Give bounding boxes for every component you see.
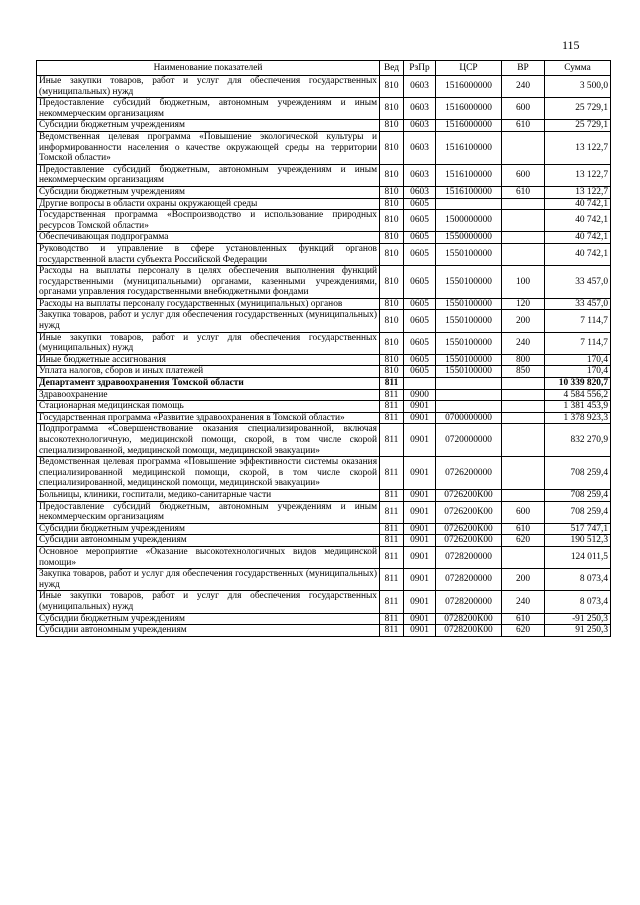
cell-ved: 811 bbox=[380, 389, 404, 401]
table-row bbox=[37, 131, 611, 164]
table-row bbox=[37, 569, 611, 591]
table-row bbox=[37, 412, 611, 424]
cell-name: Основное мероприятие «Оказание высокотехнологичных видов медицинской помощи» bbox=[37, 546, 380, 568]
table-row bbox=[37, 266, 611, 299]
cell-rzpr: 0605 bbox=[404, 232, 436, 244]
cell-vr bbox=[502, 546, 545, 568]
cell-rzpr: 0901 bbox=[404, 569, 436, 591]
cell-sum: 40 742,1 bbox=[545, 198, 611, 210]
table-row bbox=[37, 332, 611, 354]
cell-vr bbox=[502, 412, 545, 424]
cell-name: Ведомственная целевая программа «Повышение экологической культуры и информированности населения о качестве окружающей среды на территории Томской области» bbox=[37, 131, 380, 164]
cell-name: Расходы на выплаты персоналу в целях обеспечения выполнения функций государственными (муниципальными) органами, казенными учреждениями, органами управления государственными внебюджетными фондами bbox=[37, 266, 380, 299]
cell-rzpr: 0603 bbox=[404, 164, 436, 186]
cell-rzpr: 0605 bbox=[404, 332, 436, 354]
cell-ved: 810 bbox=[380, 298, 404, 310]
table-row bbox=[37, 546, 611, 568]
cell-sum: 7 114,7 bbox=[545, 310, 611, 332]
cell-vr bbox=[502, 243, 545, 265]
cell-name: Департамент здравоохранения Томской области bbox=[37, 378, 380, 390]
cell-sum: 170,4 bbox=[545, 366, 611, 378]
cell-csr: 0720000000 bbox=[436, 424, 502, 457]
cell-sum: 8 073,4 bbox=[545, 591, 611, 613]
cell-sum: 708 259,4 bbox=[545, 501, 611, 523]
cell-ved: 810 bbox=[380, 366, 404, 378]
table-row bbox=[37, 401, 611, 413]
cell-sum: 8 073,4 bbox=[545, 569, 611, 591]
cell-ved: 810 bbox=[380, 98, 404, 120]
table-row bbox=[37, 354, 611, 366]
cell-name: Предоставление субсидий бюджетным, автономным учреждениям и иным некоммерческим организациям bbox=[37, 164, 380, 186]
cell-vr: 200 bbox=[502, 310, 545, 332]
cell-sum: 4 584 556,2 bbox=[545, 389, 611, 401]
cell-csr: 1516000000 bbox=[436, 76, 502, 98]
cell-csr: 0726200000 bbox=[436, 457, 502, 490]
cell-name: Субсидии бюджетным учреждениям bbox=[37, 120, 380, 132]
cell-name: Субсидии бюджетным учреждениям bbox=[37, 186, 380, 198]
cell-rzpr: 0901 bbox=[404, 501, 436, 523]
cell-vr: 600 bbox=[502, 501, 545, 523]
cell-sum: 33 457,0 bbox=[545, 298, 611, 310]
cell-csr: 1550100000 bbox=[436, 298, 502, 310]
cell-vr: 200 bbox=[502, 569, 545, 591]
cell-vr bbox=[502, 401, 545, 413]
table-row bbox=[37, 298, 611, 310]
cell-vr: 800 bbox=[502, 354, 545, 366]
cell-csr: 1550000000 bbox=[436, 232, 502, 244]
cell-sum: 7 114,7 bbox=[545, 332, 611, 354]
table-row bbox=[37, 501, 611, 523]
cell-ved: 811 bbox=[380, 457, 404, 490]
cell-sum: 124 011,5 bbox=[545, 546, 611, 568]
table-row bbox=[37, 535, 611, 547]
cell-csr: 0728200К00 bbox=[436, 613, 502, 625]
cell-name: Субсидии автономным учреждениям bbox=[37, 535, 380, 547]
cell-name: Субсидии автономным учреждениям bbox=[37, 625, 380, 637]
table-row bbox=[37, 424, 611, 457]
cell-sum: 832 270,9 bbox=[545, 424, 611, 457]
cell-vr: 600 bbox=[502, 98, 545, 120]
cell-sum: 190 512,3 bbox=[545, 535, 611, 547]
table-row bbox=[37, 186, 611, 198]
cell-ved: 811 bbox=[380, 569, 404, 591]
cell-vr: 610 bbox=[502, 186, 545, 198]
table-row bbox=[37, 98, 611, 120]
cell-rzpr: 0901 bbox=[404, 591, 436, 613]
cell-rzpr: 0605 bbox=[404, 354, 436, 366]
cell-ved: 811 bbox=[380, 489, 404, 501]
cell-vr: 120 bbox=[502, 298, 545, 310]
col-header-sum: Сумма bbox=[545, 61, 611, 76]
col-header-csr: ЦСР bbox=[436, 61, 502, 76]
cell-ved: 811 bbox=[380, 591, 404, 613]
cell-rzpr: 0901 bbox=[404, 457, 436, 490]
cell-rzpr bbox=[404, 378, 436, 390]
cell-sum: 708 259,4 bbox=[545, 457, 611, 490]
cell-name: Руководство и управление в сфере установленных функций органов государственной власти субъекта Российской Федерации bbox=[37, 243, 380, 265]
cell-ved: 811 bbox=[380, 613, 404, 625]
cell-ved: 810 bbox=[380, 266, 404, 299]
cell-vr bbox=[502, 198, 545, 210]
cell-csr: 1516100000 bbox=[436, 186, 502, 198]
cell-csr: 0728200000 bbox=[436, 569, 502, 591]
cell-sum: 40 742,1 bbox=[545, 232, 611, 244]
cell-csr bbox=[436, 401, 502, 413]
cell-vr: 620 bbox=[502, 625, 545, 637]
cell-ved: 810 bbox=[380, 186, 404, 198]
cell-ved: 810 bbox=[380, 310, 404, 332]
cell-ved: 810 bbox=[380, 232, 404, 244]
cell-sum: 33 457,0 bbox=[545, 266, 611, 299]
cell-vr: 610 bbox=[502, 120, 545, 132]
cell-csr bbox=[436, 378, 502, 390]
cell-csr: 1550100000 bbox=[436, 310, 502, 332]
cell-ved: 810 bbox=[380, 354, 404, 366]
cell-name: Закупка товаров, работ и услуг для обеспечения государственных (муниципальных) нужд bbox=[37, 310, 380, 332]
cell-csr: 0700000000 bbox=[436, 412, 502, 424]
cell-ved: 810 bbox=[380, 164, 404, 186]
cell-csr: 1516000000 bbox=[436, 98, 502, 120]
cell-vr: 850 bbox=[502, 366, 545, 378]
cell-sum: 1 378 923,3 bbox=[545, 412, 611, 424]
cell-rzpr: 0605 bbox=[404, 366, 436, 378]
cell-rzpr: 0603 bbox=[404, 98, 436, 120]
cell-sum: 40 742,1 bbox=[545, 243, 611, 265]
cell-rzpr: 0605 bbox=[404, 266, 436, 299]
cell-rzpr: 0901 bbox=[404, 424, 436, 457]
table-row bbox=[37, 625, 611, 637]
cell-csr: 1550100000 bbox=[436, 332, 502, 354]
cell-sum: 517 747,1 bbox=[545, 523, 611, 535]
cell-ved: 810 bbox=[380, 131, 404, 164]
cell-vr bbox=[502, 457, 545, 490]
cell-sum: 1 381 453,9 bbox=[545, 401, 611, 413]
cell-csr: 1550100000 bbox=[436, 266, 502, 299]
cell-ved: 810 bbox=[380, 243, 404, 265]
cell-sum: -91 250,3 bbox=[545, 613, 611, 625]
cell-sum: 13 122,7 bbox=[545, 186, 611, 198]
cell-ved: 810 bbox=[380, 120, 404, 132]
cell-ved: 811 bbox=[380, 424, 404, 457]
table-row bbox=[37, 457, 611, 490]
table-row bbox=[37, 591, 611, 613]
cell-ved: 811 bbox=[380, 412, 404, 424]
cell-rzpr: 0901 bbox=[404, 523, 436, 535]
cell-csr: 1516000000 bbox=[436, 120, 502, 132]
cell-name: Расходы на выплаты персоналу государственных (муниципальных) органов bbox=[37, 298, 380, 310]
cell-csr: 0726200К00 bbox=[436, 535, 502, 547]
cell-sum: 708 259,4 bbox=[545, 489, 611, 501]
cell-vr: 610 bbox=[502, 613, 545, 625]
cell-name: Уплата налогов, сборов и иных платежей bbox=[37, 366, 380, 378]
table-row bbox=[37, 198, 611, 210]
cell-ved: 811 bbox=[380, 625, 404, 637]
cell-vr: 240 bbox=[502, 591, 545, 613]
table-row bbox=[37, 310, 611, 332]
cell-rzpr: 0605 bbox=[404, 310, 436, 332]
cell-rzpr: 0901 bbox=[404, 489, 436, 501]
cell-rzpr: 0901 bbox=[404, 546, 436, 568]
cell-rzpr: 0901 bbox=[404, 401, 436, 413]
table-row bbox=[37, 76, 611, 98]
table-row bbox=[37, 613, 611, 625]
budget-table bbox=[36, 60, 611, 637]
cell-sum: 170,4 bbox=[545, 354, 611, 366]
cell-ved: 811 bbox=[380, 401, 404, 413]
cell-vr bbox=[502, 210, 545, 232]
cell-vr: 100 bbox=[502, 266, 545, 299]
page-number: 115 bbox=[562, 38, 580, 52]
cell-ved: 811 bbox=[380, 535, 404, 547]
cell-rzpr: 0603 bbox=[404, 186, 436, 198]
cell-sum: 13 122,7 bbox=[545, 164, 611, 186]
cell-vr: 600 bbox=[502, 164, 545, 186]
cell-name: Иные бюджетные ассигнования bbox=[37, 354, 380, 366]
cell-rzpr: 0900 bbox=[404, 389, 436, 401]
cell-rzpr: 0901 bbox=[404, 625, 436, 637]
cell-rzpr: 0605 bbox=[404, 243, 436, 265]
cell-vr bbox=[502, 389, 545, 401]
cell-csr: 1550100000 bbox=[436, 354, 502, 366]
cell-name: Государственная программа «Воспроизводство и использование природных ресурсов Томской области» bbox=[37, 210, 380, 232]
cell-csr: 0728200000 bbox=[436, 546, 502, 568]
cell-name: Субсидии бюджетным учреждениям bbox=[37, 613, 380, 625]
cell-ved: 811 bbox=[380, 378, 404, 390]
cell-ved: 810 bbox=[380, 210, 404, 232]
table-row bbox=[37, 232, 611, 244]
cell-name: Иные закупки товаров, работ и услуг для обеспечения государственных (муниципальных) нужд bbox=[37, 591, 380, 613]
cell-csr bbox=[436, 389, 502, 401]
table-row bbox=[37, 120, 611, 132]
cell-vr bbox=[502, 489, 545, 501]
cell-sum: 40 742,1 bbox=[545, 210, 611, 232]
cell-name: Обеспечивающая подпрограмма bbox=[37, 232, 380, 244]
cell-csr: 0726200К00 bbox=[436, 489, 502, 501]
table-row bbox=[37, 378, 611, 390]
cell-ved: 810 bbox=[380, 198, 404, 210]
cell-rzpr: 0901 bbox=[404, 412, 436, 424]
cell-name: Государственная программа «Развитие здравоохранения в Томской области» bbox=[37, 412, 380, 424]
cell-ved: 811 bbox=[380, 523, 404, 535]
cell-name: Субсидии бюджетным учреждениям bbox=[37, 523, 380, 535]
table-row bbox=[37, 210, 611, 232]
cell-rzpr: 0603 bbox=[404, 131, 436, 164]
cell-rzpr: 0901 bbox=[404, 613, 436, 625]
cell-csr: 1516100000 bbox=[436, 131, 502, 164]
cell-sum: 91 250,3 bbox=[545, 625, 611, 637]
cell-sum: 3 500,0 bbox=[545, 76, 611, 98]
cell-rzpr: 0605 bbox=[404, 210, 436, 232]
table-row bbox=[37, 243, 611, 265]
cell-vr bbox=[502, 424, 545, 457]
cell-name: Больницы, клиники, госпитали, медико-санитарные части bbox=[37, 489, 380, 501]
cell-vr: 240 bbox=[502, 76, 545, 98]
cell-csr bbox=[436, 198, 502, 210]
col-header-ved: Вед bbox=[380, 61, 404, 76]
cell-vr: 240 bbox=[502, 332, 545, 354]
cell-name: Закупка товаров, работ и услуг для обеспечения государственных (муниципальных) нужд bbox=[37, 569, 380, 591]
cell-ved: 810 bbox=[380, 332, 404, 354]
cell-ved: 811 bbox=[380, 546, 404, 568]
cell-name: Другие вопросы в области охраны окружающей среды bbox=[37, 198, 380, 210]
cell-rzpr: 0603 bbox=[404, 76, 436, 98]
cell-sum: 25 729,1 bbox=[545, 98, 611, 120]
table-row bbox=[37, 389, 611, 401]
cell-rzpr: 0605 bbox=[404, 298, 436, 310]
cell-ved: 810 bbox=[380, 76, 404, 98]
cell-ved: 811 bbox=[380, 501, 404, 523]
cell-csr: 0728200К00 bbox=[436, 625, 502, 637]
cell-vr: 620 bbox=[502, 535, 545, 547]
cell-vr bbox=[502, 378, 545, 390]
cell-sum: 25 729,1 bbox=[545, 120, 611, 132]
cell-csr: 1516100000 bbox=[436, 164, 502, 186]
col-header-rzpr: РзПр bbox=[404, 61, 436, 76]
cell-vr bbox=[502, 131, 545, 164]
cell-name: Здравоохранение bbox=[37, 389, 380, 401]
cell-rzpr: 0605 bbox=[404, 198, 436, 210]
cell-csr: 0726200К00 bbox=[436, 501, 502, 523]
cell-vr bbox=[502, 232, 545, 244]
cell-vr: 610 bbox=[502, 523, 545, 535]
table-row bbox=[37, 164, 611, 186]
cell-name: Стационарная медицинская помощь bbox=[37, 401, 380, 413]
table-row bbox=[37, 523, 611, 535]
table-header-row bbox=[37, 61, 611, 76]
cell-name: Ведомственная целевая программа «Повышение эффективности системы оказания специализированной медицинской помощи, скорой, в том числе скорой специализированной, медицинской помощи, медицинской эвакуации» bbox=[37, 457, 380, 490]
table-row bbox=[37, 366, 611, 378]
cell-rzpr: 0901 bbox=[404, 535, 436, 547]
cell-rzpr: 0603 bbox=[404, 120, 436, 132]
cell-csr: 0728200000 bbox=[436, 591, 502, 613]
cell-name: Предоставление субсидий бюджетным, автономным учреждениям и иным некоммерческим организациям bbox=[37, 98, 380, 120]
cell-name: Подпрограмма «Совершенствование оказания специализированной, включая высокотехнологичную, медицинской помощи, скорой, в том числе скорой специализированной, медицинской помощи, медицинской эвакуации» bbox=[37, 424, 380, 457]
cell-name: Иные закупки товаров, работ и услуг для обеспечения государственных (муниципальных) нужд bbox=[37, 332, 380, 354]
cell-name: Иные закупки товаров, работ и услуг для обеспечения государственных (муниципальных) нужд bbox=[37, 76, 380, 98]
cell-csr: 1550100000 bbox=[436, 366, 502, 378]
cell-csr: 0726200К00 bbox=[436, 523, 502, 535]
col-header-name: Наименование показателей bbox=[37, 61, 380, 76]
cell-name: Предоставление субсидий бюджетным, автономным учреждениям и иным некоммерческим организациям bbox=[37, 501, 380, 523]
cell-csr: 1550100000 bbox=[436, 243, 502, 265]
cell-sum: 13 122,7 bbox=[545, 131, 611, 164]
table-row bbox=[37, 489, 611, 501]
col-header-vr: ВР bbox=[502, 61, 545, 76]
cell-csr: 1500000000 bbox=[436, 210, 502, 232]
cell-sum: 10 339 820,7 bbox=[545, 378, 611, 390]
